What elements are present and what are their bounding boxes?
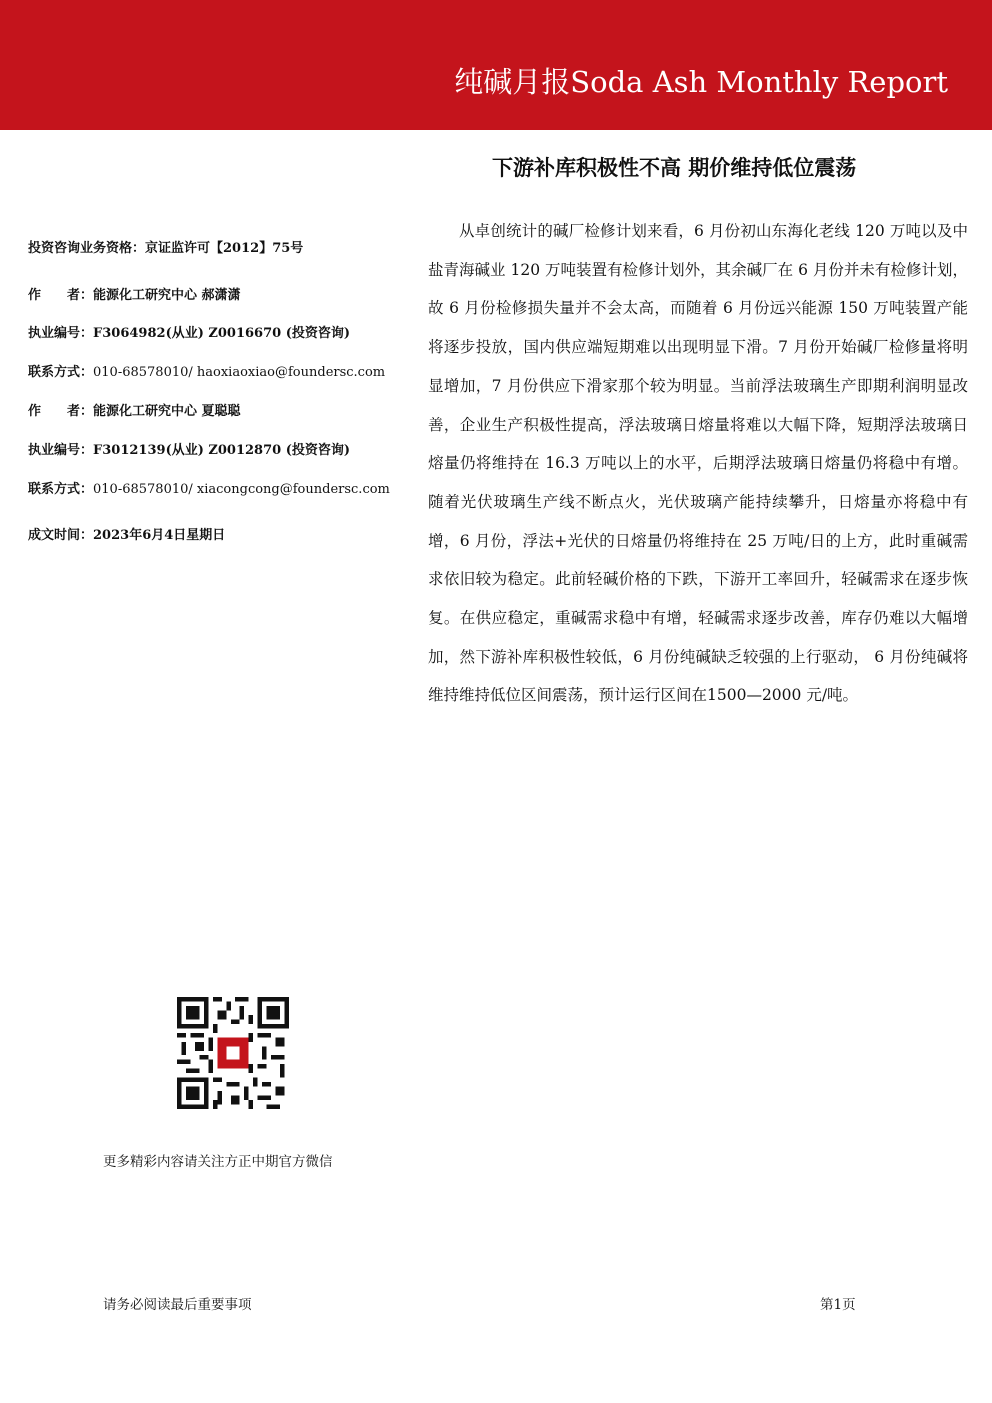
- footer-notice: 请务必阅读最后重要事项: [103, 1297, 252, 1313]
- info-qualification: 投资咨询业务资格：京证监许可【2012】75号: [28, 241, 304, 256]
- footer-page-number: 第1页: [820, 1297, 856, 1313]
- info-license-1: 执业编号：F3064982(从业) Z0016670 (投资咨询): [28, 326, 351, 341]
- info-contact-2: 联系方式：010-68578010/ xiacongcong@foundersc.com: [28, 482, 390, 497]
- info-contact-1: 联系方式：010-68578010/ haoxiaoxiao@foundersc.com: [28, 365, 386, 380]
- article-body: 从卓创统计的碱厂检修计划来看，6 月份初山东海化老线 120 万吨以及中盐青海碱业 120 万吨装置有检修计划外，其余碱厂在 6 月份并未有检修计划，故 6 月份检修损失量并不会太高，而随着 6 月份远兴能源 150 万吨装置产能将逐步投放，国内供应端短期难以出现明显下滑。7 月份开始碱厂检修量将明显增加，7 月份供应下滑家那个较为明显。当前浮法玻璃生产即期利润明显改善，企业生产积极性提高，浮法玻璃日熔量将难以大幅下降，短期浮法玻璃日熔量仍将维持在 16.3 万吨以上的水平，后期浮法玻璃日熔量仍将稳中有增。随着光伏玻璃生产线不断点火，光伏玻璃产能持续攀升，日熔量亦将稳中有增，6 月份，浮法+光伏的日熔量仍将维持在 25 万吨/日的上方，此时重碱需求依旧较为稳定。此前轻碱价格的下跌，下游开工率回升，轻碱需求在逐步恢复。在供应稳定，重碱需求稳中有增，轻碱需求逐步改善，库存仍难以大幅增加，然下游补库积极性较低，6 月份纯碱缺乏较强的上行驱动， 6 月份纯碱将维持维持低位区间震荡，预计运行区间在1500—2000 元/吨。: [428, 222, 968, 705]
- info-author-1: 作 者：能源化工研究中心 郝潇潇: [28, 288, 241, 303]
- report-header-title: 纯碱月报Soda Ash Monthly Report: [454, 65, 948, 99]
- qr-caption: 更多精彩内容请关注方正中期官方微信: [103, 1154, 333, 1170]
- qr-code-icon: [177, 997, 289, 1109]
- info-license-2: 执业编号：F3012139(从业) Z0012870 (投资咨询): [28, 443, 351, 458]
- info-author-2: 作 者：能源化工研究中心 夏聪聪: [28, 404, 241, 419]
- info-date: 成文时间：2023年6月4日星期日: [28, 528, 226, 543]
- article-title: 下游补库积极性不高 期价维持低位震荡: [492, 156, 857, 180]
